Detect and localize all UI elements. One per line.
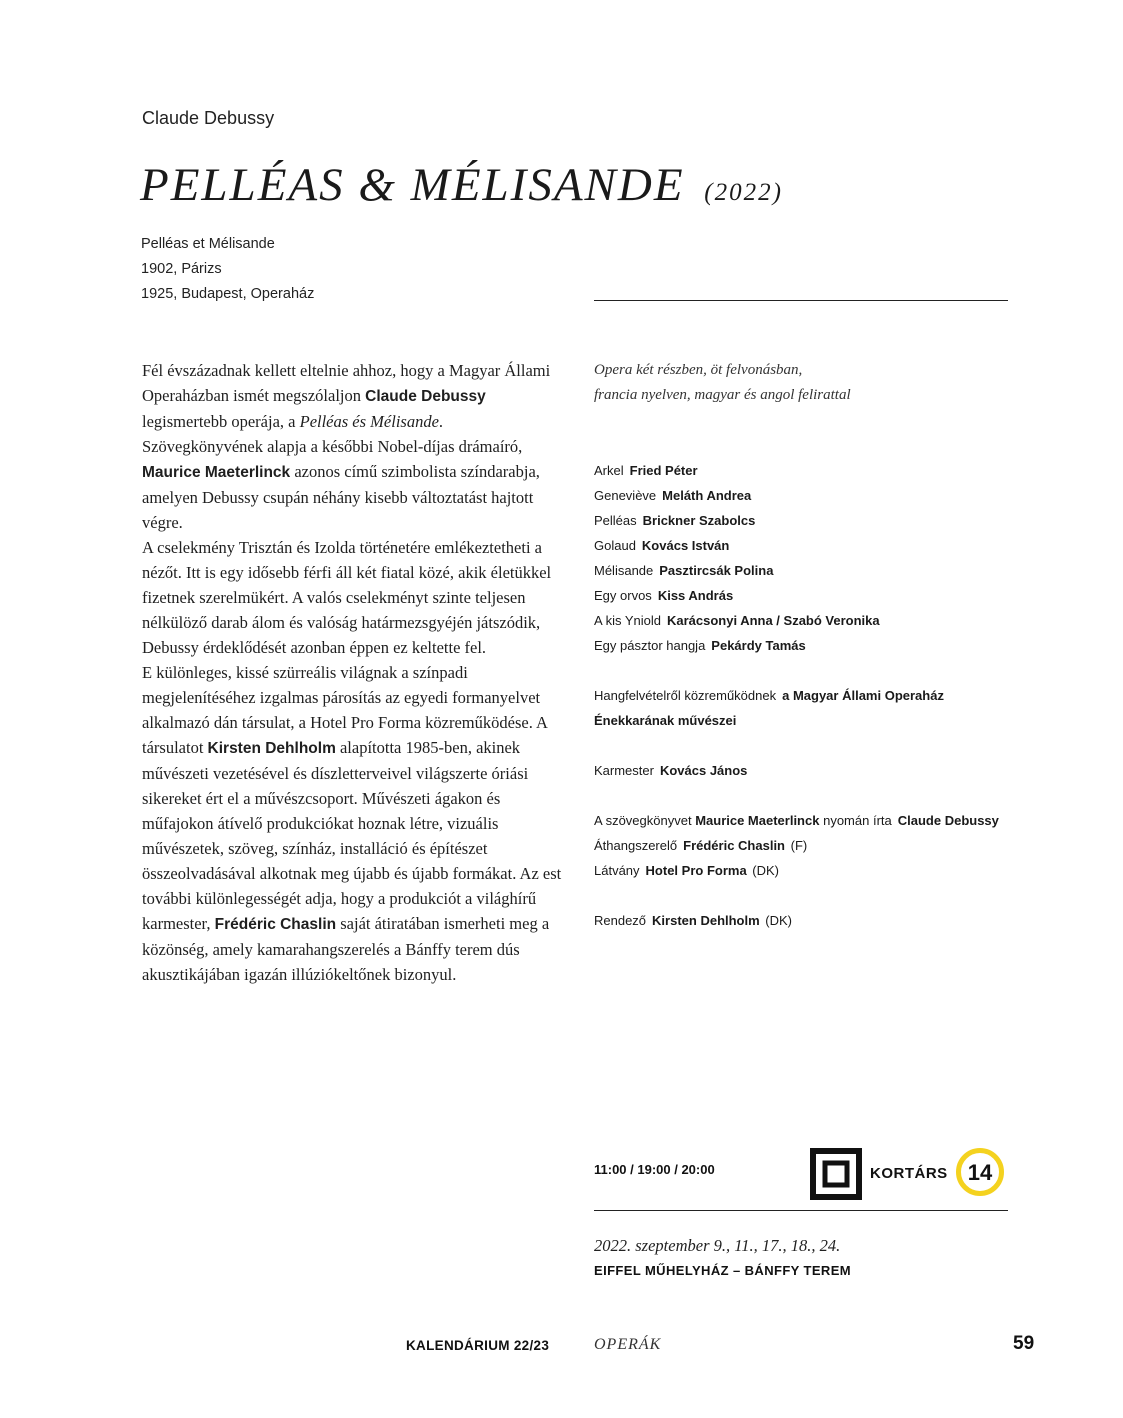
highlight-conductor: Frédéric Chaslin	[214, 916, 337, 933]
description	[142, 358, 562, 987]
choir-row: Hangfelvételről közreműködnek a Magyar Állami Operaház	[594, 688, 944, 703]
director-row: Rendező Kirsten Dehlholm (DK)	[594, 913, 793, 928]
opera-subtitle	[594, 358, 994, 408]
libretto-row: A szövegkönyvet Maurice Maeterlinck nyomán írta Claude Debussy	[594, 813, 999, 828]
cast-row: Egy orvos Kiss András	[594, 588, 734, 603]
composer-name: Claude Debussy	[142, 108, 275, 128]
highlight-composer: Claude Debussy	[365, 388, 486, 405]
description-paragraph: Fél évszázadnak kellett eltelnie ahhoz, hogy a Magyar Állami Operaházban ismét megszólaljon Claude Debussy legismertebb operája, a Pelléas és Mélisande. Szövegkönyvének alapja a későbbi Nobel-díjas drámaíró, Maurice Maeterlinck azonos című szimbolista színdarabja, amelyen Debussy csupán néhány kisebb változtatást hajtott végre.	[142, 361, 551, 532]
cast-row: Geneviève Meláth Andrea	[594, 488, 752, 503]
design-row: Látvány Hotel Pro Forma (DK)	[594, 863, 780, 878]
budapest-premiere: 1925, Budapest, Operaház	[141, 286, 315, 302]
title-year: (2022)	[704, 179, 783, 206]
top-divider	[594, 300, 1008, 301]
performance-dates: 2022. szeptember 9., 11., 17., 18., 24.	[594, 1236, 841, 1255]
credits	[594, 458, 1014, 933]
series-label: KORTÁRS	[870, 1165, 948, 1182]
showtimes: 11:00 / 19:00 / 20:00	[594, 1162, 715, 1177]
world-premiere: 1902, Párizs	[141, 261, 222, 277]
age-rating-value: 14	[967, 1160, 993, 1185]
cast-row: Egy pásztor hangja Pekárdy Tamás	[594, 638, 806, 653]
page-number: 59	[1013, 1333, 1035, 1354]
kortars-square-icon	[810, 1148, 862, 1200]
subtitle-line: Opera két részben, öt felvonásban,	[594, 362, 803, 378]
publication-name: KALENDÁRIUM 22/23	[406, 1338, 550, 1353]
highlight-founder: Kirsten Dehlholm	[207, 740, 336, 757]
cast-row: Golaud Kovács István	[594, 538, 730, 553]
choir-row-continued: Énekkarának művészei	[594, 713, 737, 728]
section-name: OPERÁK	[594, 1336, 662, 1353]
cast-row: Pelléas Brickner Szabolcs	[594, 513, 756, 528]
cast-row: Mélisande Pasztircsák Polina	[594, 563, 774, 578]
cast-row: Arkel Fried Péter	[594, 463, 698, 478]
opera-title	[140, 158, 783, 212]
conductor-row: Karmester Kovács János	[594, 763, 748, 778]
venue: EIFFEL MŰHELYHÁZ – BÁNFFY TEREM	[594, 1263, 852, 1278]
description-paragraph: A cselekmény Trisztán és Izolda történetére emlékeztetheti a nézőt. Itt is egy idősebb férfi áll két fiatal közé, akik életükkel fizetnek szerelmükért. A valós cselekményt szinte teljesen nélkülöző darab álom és valóság határmezsgyéjén játszódik, Debussy érdeklődését azonban éppen ez keltette fel.	[142, 538, 552, 657]
highlight-author: Maurice Maeterlinck	[142, 464, 291, 481]
original-title: Pelléas et Mélisande	[141, 236, 275, 252]
description-paragraph: E különleges, kissé szürreális világnak a színpadi megjelenítéséhez izgalmas párosítás az egyedi formanyelvet alkalmazó dán társulat, a Hotel Pro Forma közreműködése. A társulatot Kirsten Dehlholm alapította 1985-ben, akinek művészeti vezetésével és díszletterveivel világszerte óriási sikereket ért el a művészcsoport. Művészeti ágakon és műfajokon átívelő produkciókat hoznak létre, vizuális művészetek, szöveg, színház, installáció és építészet összeolvadásával alkotnak meg újabb és újabb formákat. Az est további különlegességét adja, hogy a produkciót a világhírű karmester, Frédéric Chaslin saját átiratában ismerheti meg a közönség, amely kamarahangszerelés a Bánffy terem dús akusztikájában igazán illúziókeltőnek bizonyul.	[142, 663, 562, 984]
bottom-divider	[594, 1210, 1008, 1211]
title-text: PELLÉAS & MÉLISANDE	[140, 159, 685, 211]
cast-row: A kis Yniold Karácsonyi Anna / Szabó Veronika	[594, 613, 880, 628]
age-rating-badge	[955, 1147, 1005, 1197]
highlight-work: Pelléas és Mélisande	[299, 412, 439, 431]
arranger-row: Áthangszerelő Frédéric Chaslin (F)	[594, 838, 808, 853]
subtitle-line: francia nyelven, magyar és angol felirattal	[594, 387, 851, 403]
